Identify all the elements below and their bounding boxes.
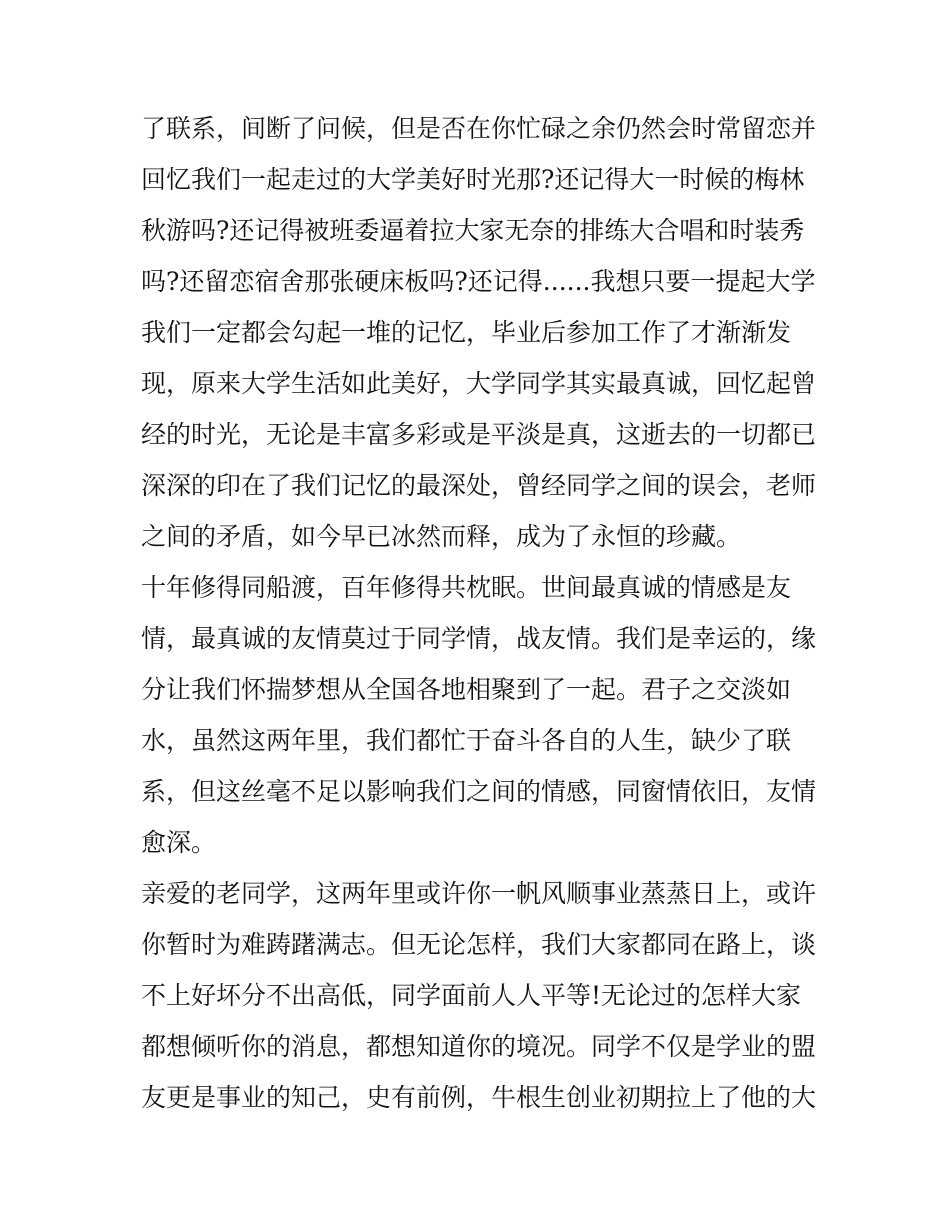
- text-line: 亲爱的老同学，这两年里或许你一帆风顺事业蒸蒸日上，或许: [141, 879, 817, 908]
- text-line: 系，但这丝毫不足以影响我们之间的情感，同窗情依旧，友情: [141, 777, 817, 806]
- text-line: 友更是事业的知己，史有前例，牛根生创业初期拉上了他的大: [141, 1083, 817, 1112]
- text-line: 十年修得同船渡，百年修得共枕眠。世间最真诚的情感是友: [141, 573, 792, 602]
- text-line: 经的时光，无论是丰富多彩或是平淡是真，这逝去的一切都已: [141, 420, 817, 449]
- text-line: 现，原来大学生活如此美好，大学同学其实最真诚，回忆起曾: [141, 369, 817, 398]
- text-line: 愈深。: [141, 828, 217, 857]
- text-line: 都想倾听你的消息，都想知道你的境况。同学不仅是学业的盟: [141, 1032, 817, 1061]
- text-line: 分让我们怀揣梦想从全国各地相聚到了一起。君子之交淡如: [141, 675, 792, 704]
- text-line: 情，最真诚的友情莫过于同学情，战友情。我们是幸运的，缘: [141, 624, 817, 653]
- text-line: 秋游吗?还记得被班委逼着拉大家无奈的排练大合唱和时装秀: [141, 216, 805, 245]
- text-line: 不上好坏分不出高低，同学面前人人平等!无论过的怎样大家: [141, 981, 802, 1010]
- text-line: 我们一定都会勾起一堆的记忆，毕业后参加工作了才渐渐发: [141, 318, 792, 347]
- text-line: 回忆我们一起走过的大学美好时光那?还记得大一时候的梅林: [141, 165, 805, 194]
- body-text: [141, 103, 817, 1123]
- text-line: 了联系，间断了问候，但是否在你忙碌之余仍然会时常留恋并: [141, 114, 817, 143]
- text-line: 之间的矛盾，如今早已冰然而释，成为了永恒的珍藏。: [141, 522, 742, 551]
- text-line: 深深的印在了我们记忆的最深处，曾经同学之间的误会，老师: [141, 471, 817, 500]
- text-line: 水，虽然这两年里，我们都忙于奋斗各自的人生，缺少了联: [141, 726, 792, 755]
- text-line: 你暂时为难踌躇满志。但无论怎样，我们大家都同在路上，谈: [141, 930, 817, 959]
- text-line: 吗?还留恋宿舍那张硬床板吗?还记得......我想只要一提起大学: [141, 267, 816, 296]
